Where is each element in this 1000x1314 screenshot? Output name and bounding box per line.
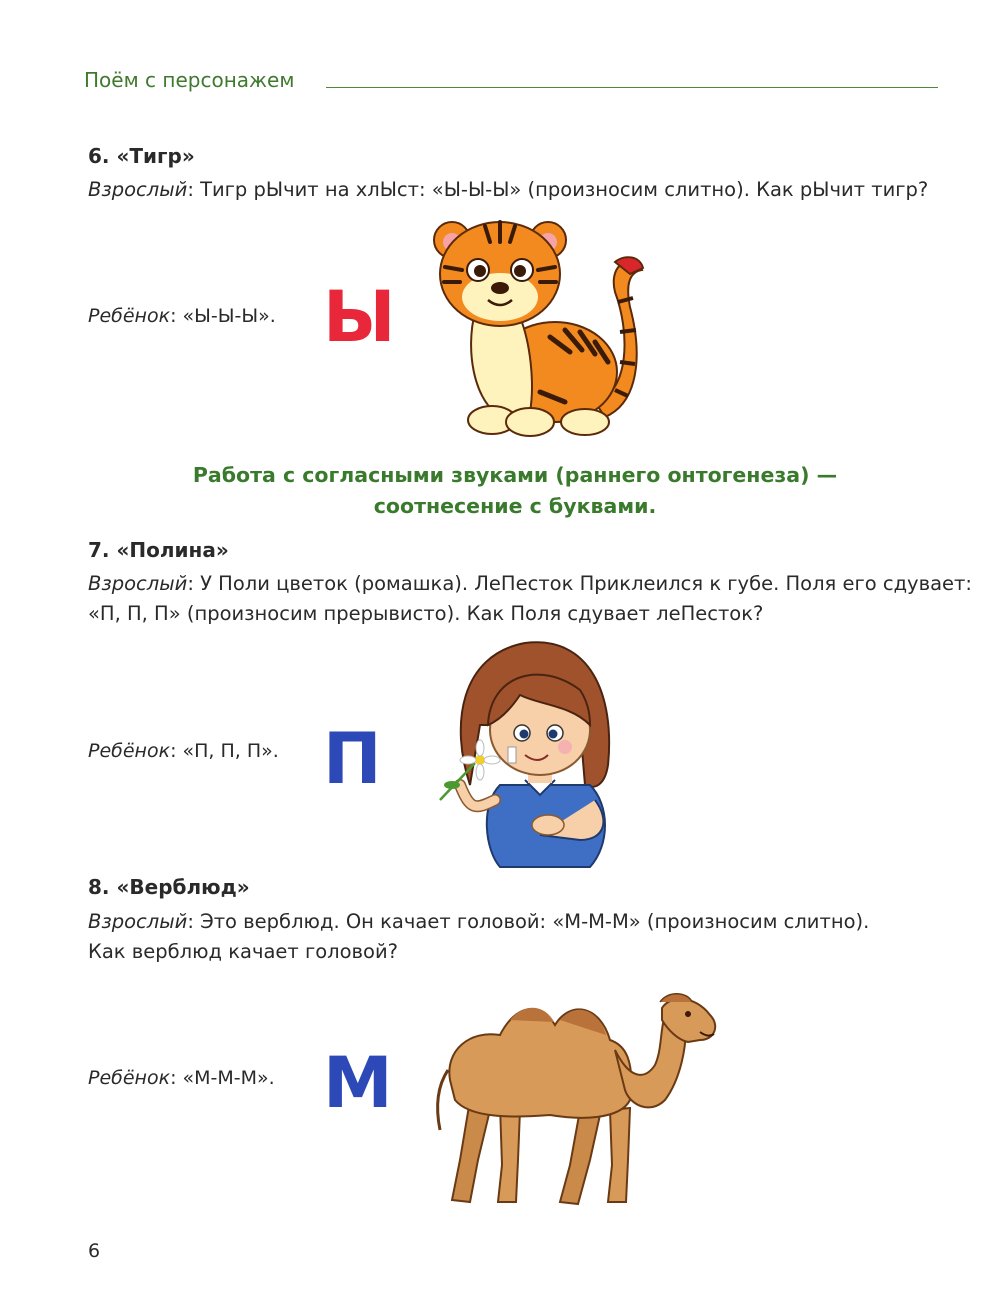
section-6-adult-text: : Тигр рЫчит на хлЫст: «Ы-Ы-Ы» (произносим слитно). Как рЫчит тигр? <box>187 178 929 201</box>
child-label: Ребёнок <box>88 1067 171 1089</box>
section-6-title: 6. «Тигр» <box>88 144 195 168</box>
section-8-number: 8 <box>88 875 102 899</box>
letter-p: П <box>323 718 382 800</box>
tiger-illustration <box>430 212 650 442</box>
section-7-title: 7. «Полина» <box>88 538 229 562</box>
page-number: 6 <box>88 1240 101 1262</box>
section-7-child-text: : «П, П, П». <box>170 740 279 762</box>
running-header-title: Поём с персонажем <box>84 68 295 92</box>
section-7-number: 7 <box>88 538 102 562</box>
letter-y: Ы <box>323 276 396 358</box>
camel-illustration <box>430 990 720 1215</box>
child-label: Ребёнок <box>88 305 171 327</box>
adult-label: Взрослый <box>88 572 188 595</box>
subheading-line-1: Работа с согласными звуками (раннего онтогенеза) — <box>192 463 838 487</box>
subheading-line-2: соотнесение с буквами. <box>373 494 657 518</box>
section-6-number: 6 <box>88 144 102 168</box>
section-6-child-line <box>88 305 276 327</box>
section-6-child-text: : «Ы-Ы-Ы». <box>170 305 276 327</box>
section-7-adult-text-1: : У Поли цветок (ромашка). ЛеПесток Приклеился к губе. Поля его сдувает: <box>187 572 972 595</box>
girl-illustration <box>430 635 620 875</box>
section-8-child-text: : «М-М-М». <box>170 1067 275 1089</box>
section-6-name: «Тигр» <box>116 144 195 168</box>
header-rule <box>326 87 938 88</box>
section-6-adult-line <box>88 175 928 205</box>
section-8-name: «Верблюд» <box>116 875 250 899</box>
adult-label: Взрослый <box>88 910 188 933</box>
section-7-adult-line-1 <box>88 569 972 599</box>
section-8-adult-line-1 <box>88 907 938 937</box>
section-7-name: «Полина» <box>116 538 229 562</box>
section-8-adult-line-2: Как верблюд качает головой? <box>88 940 398 963</box>
section-8-adult-text-1: : Это верблюд. Он качает головой: «М-М-М» (произносим слитно). <box>187 910 870 933</box>
section-8-adult-text-block <box>88 907 938 967</box>
section-8-child-line <box>88 1067 275 1089</box>
child-label: Ребёнок <box>88 740 171 762</box>
letter-m: М <box>323 1042 393 1124</box>
section-7-child-line <box>88 740 279 762</box>
section-7-adult-line-2: «П, П, П» (произносим прерывисто). Как Поля сдувает леПесток? <box>88 602 764 625</box>
section-7-adult-text-block <box>88 569 972 629</box>
adult-label: Взрослый <box>88 178 188 201</box>
consonants-subheading <box>100 460 930 522</box>
section-8-title: 8. «Верблюд» <box>88 875 250 899</box>
